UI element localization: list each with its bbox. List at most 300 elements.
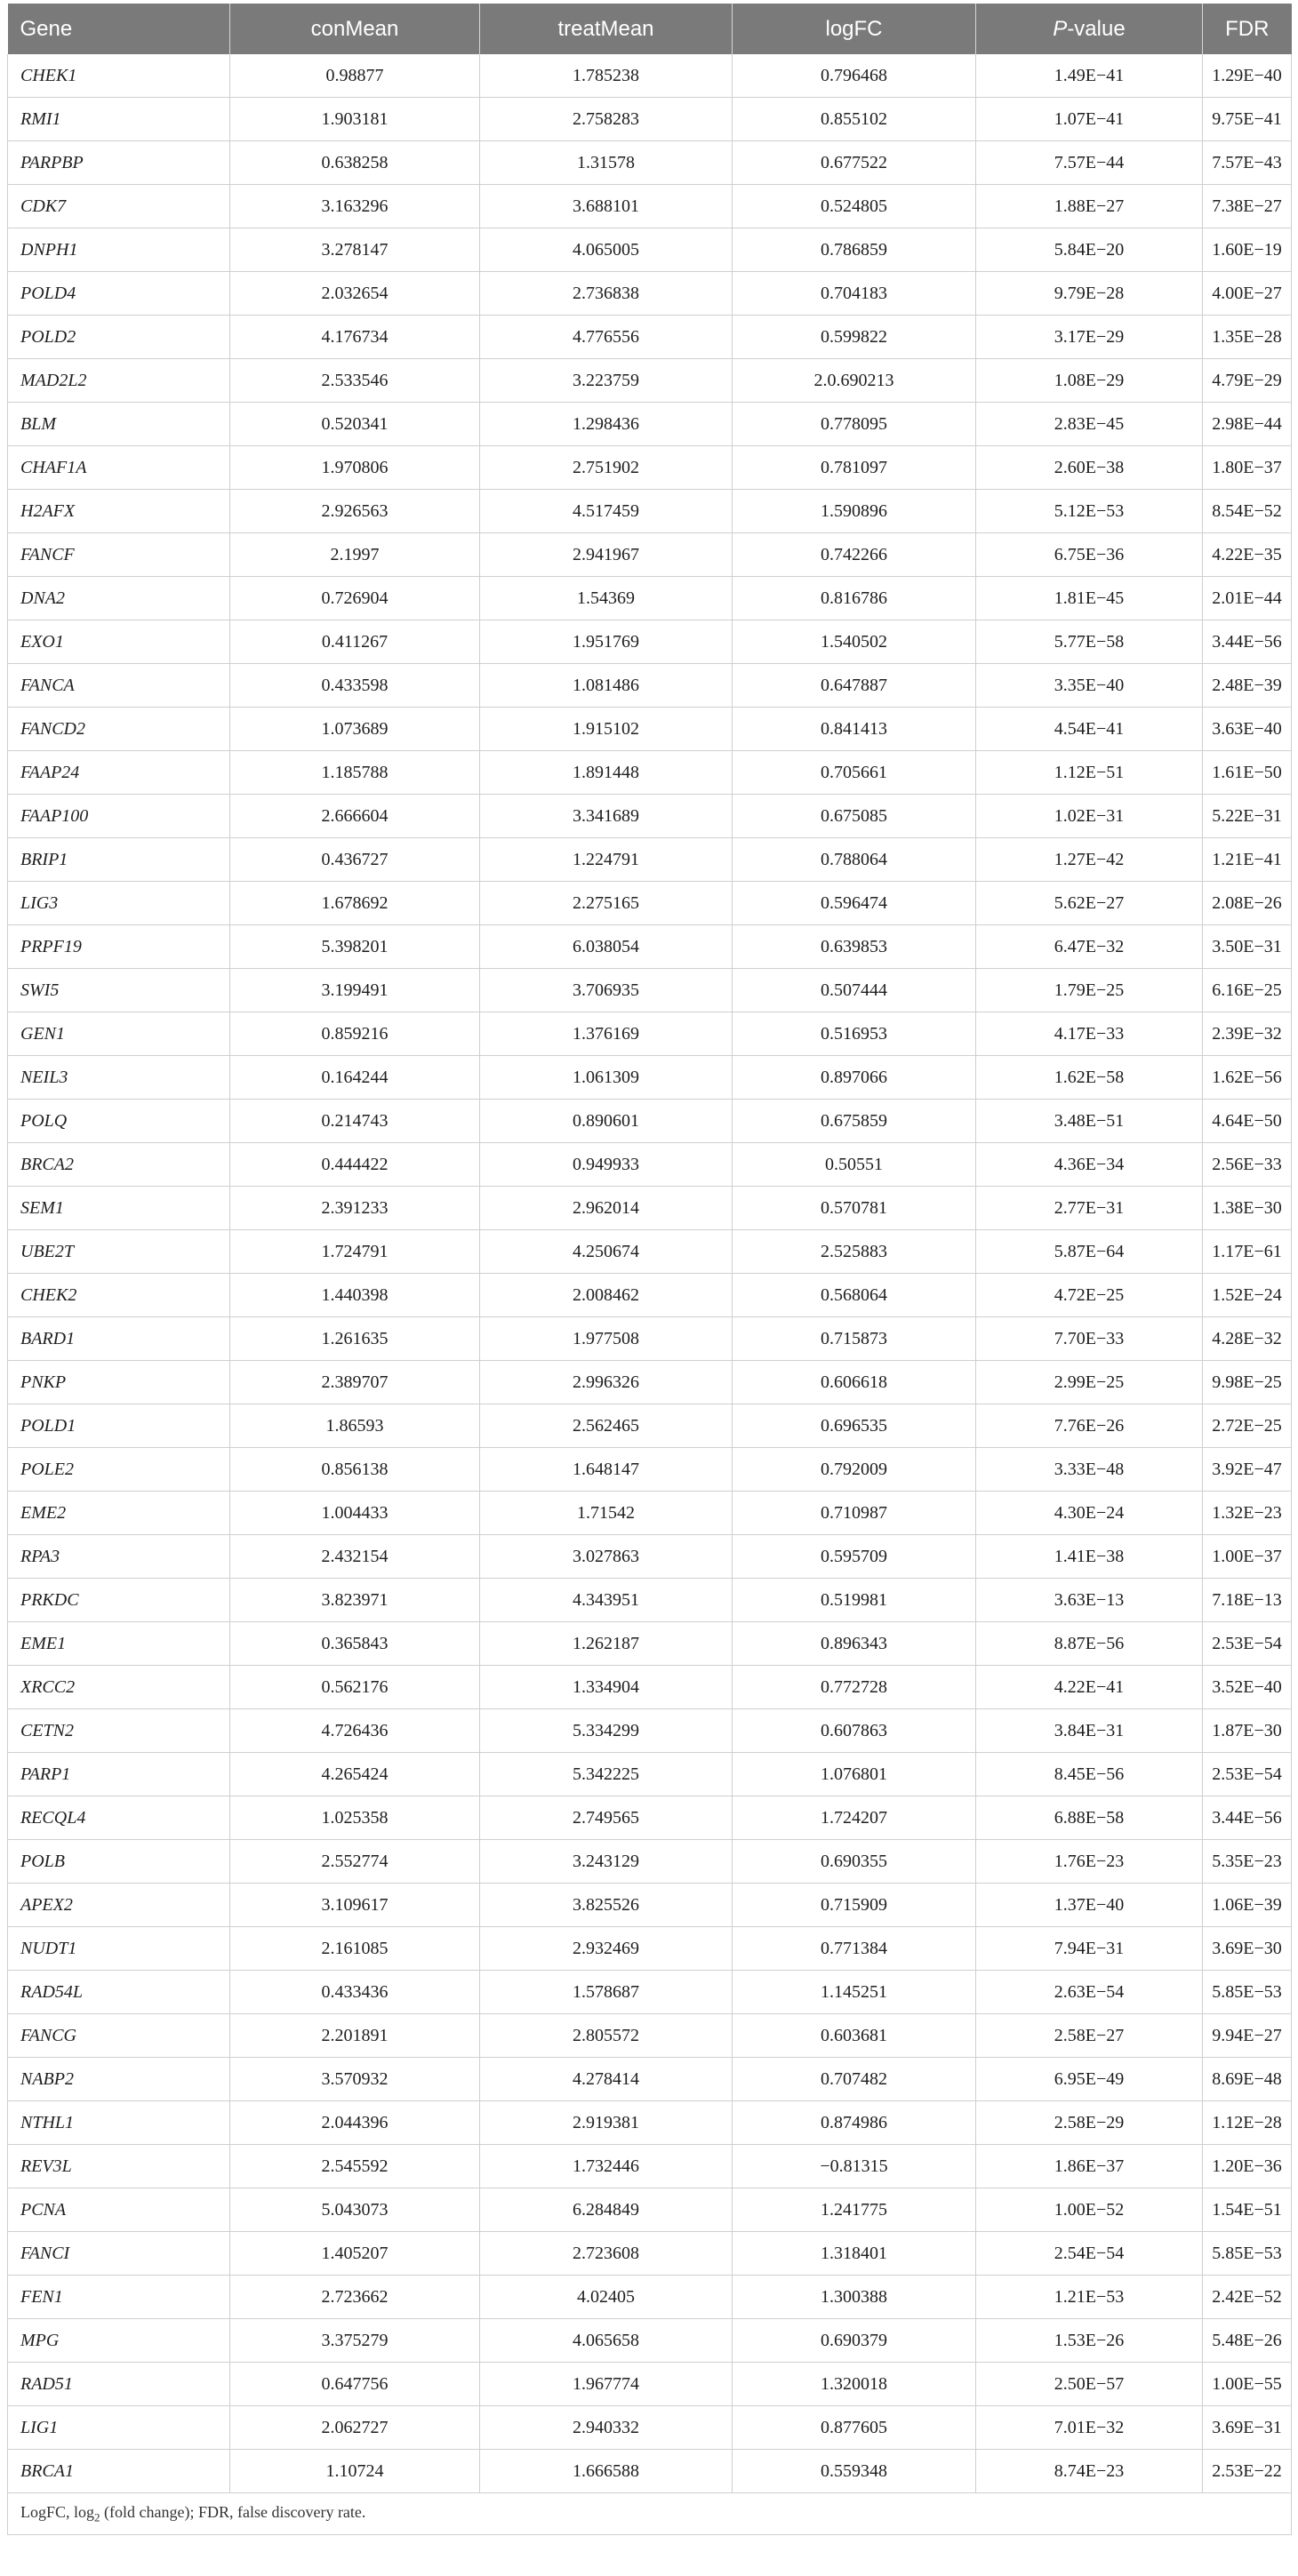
cell-gene: FANCG — [8, 2014, 230, 2058]
table-row — [8, 316, 1292, 359]
cell-gene: CHAF1A — [8, 446, 230, 490]
cell-treatmean: 4.278414 — [480, 2058, 733, 2101]
cell-logfc: 0.781097 — [733, 446, 976, 490]
cell-gene: POLB — [8, 1840, 230, 1884]
cell-treatmean: 1.54369 — [480, 577, 733, 620]
cell-fdr: 4.79E−29 — [1203, 359, 1292, 403]
cell-conmean: 2.552774 — [230, 1840, 480, 1884]
cell-pvalue: 3.33E−48 — [976, 1448, 1203, 1492]
cell-conmean: 4.176734 — [230, 316, 480, 359]
cell-fdr: 1.54E−51 — [1203, 2188, 1292, 2232]
footnote-row — [8, 2493, 1292, 2535]
cell-fdr: 9.94E−27 — [1203, 2014, 1292, 2058]
gene-expression-table — [7, 4, 1292, 2535]
cell-pvalue: 2.77E−31 — [976, 1187, 1203, 1230]
cell-gene: NTHL1 — [8, 2101, 230, 2145]
cell-fdr: 3.44E−56 — [1203, 1796, 1292, 1840]
cell-treatmean: 1.891448 — [480, 751, 733, 795]
cell-gene: H2AFX — [8, 490, 230, 533]
cell-fdr: 4.22E−35 — [1203, 533, 1292, 577]
cell-conmean: 1.10724 — [230, 2450, 480, 2493]
cell-fdr: 2.53E−54 — [1203, 1622, 1292, 1666]
table-row — [8, 141, 1292, 185]
cell-treatmean: 4.065658 — [480, 2319, 733, 2363]
cell-gene: POLQ — [8, 1100, 230, 1143]
cell-logfc: 1.145251 — [733, 1971, 976, 2014]
cell-conmean: 2.666604 — [230, 795, 480, 838]
cell-pvalue: 1.49E−41 — [976, 54, 1203, 98]
cell-pvalue: 9.79E−28 — [976, 272, 1203, 316]
table-row — [8, 98, 1292, 141]
cell-pvalue: 1.53E−26 — [976, 2319, 1203, 2363]
cell-treatmean: 1.334904 — [480, 1666, 733, 1709]
cell-gene: EXO1 — [8, 620, 230, 664]
cell-gene: RMI1 — [8, 98, 230, 141]
cell-conmean: 3.375279 — [230, 2319, 480, 2363]
cell-gene: UBE2T — [8, 1230, 230, 1274]
cell-gene: DNPH1 — [8, 228, 230, 272]
cell-gene: NUDT1 — [8, 1927, 230, 1971]
cell-treatmean: 5.342225 — [480, 1753, 733, 1796]
cell-conmean: 0.98877 — [230, 54, 480, 98]
table-row — [8, 1100, 1292, 1143]
cell-fdr: 1.87E−30 — [1203, 1709, 1292, 1753]
cell-fdr: 5.85E−53 — [1203, 1971, 1292, 2014]
cell-conmean: 3.163296 — [230, 185, 480, 228]
cell-logfc: 0.696535 — [733, 1404, 976, 1448]
cell-fdr: 2.48E−39 — [1203, 664, 1292, 708]
cell-logfc: 0.603681 — [733, 2014, 976, 2058]
table-row — [8, 2014, 1292, 2058]
cell-fdr: 1.12E−28 — [1203, 2101, 1292, 2145]
cell-logfc: 0.519981 — [733, 1579, 976, 1622]
cell-fdr: 2.08E−26 — [1203, 882, 1292, 925]
cell-pvalue: 2.60E−38 — [976, 446, 1203, 490]
cell-conmean: 0.411267 — [230, 620, 480, 664]
table-row — [8, 838, 1292, 882]
cell-gene: SWI5 — [8, 969, 230, 1012]
cell-logfc: 0.897066 — [733, 1056, 976, 1100]
cell-logfc: 0.874986 — [733, 2101, 976, 2145]
table-row — [8, 708, 1292, 751]
cell-conmean: 1.970806 — [230, 446, 480, 490]
cell-pvalue: 7.57E−44 — [976, 141, 1203, 185]
cell-logfc: 0.516953 — [733, 1012, 976, 1056]
cell-treatmean: 1.31578 — [480, 141, 733, 185]
table-row — [8, 446, 1292, 490]
cell-conmean: 1.004433 — [230, 1492, 480, 1535]
cell-conmean: 4.265424 — [230, 1753, 480, 1796]
cell-fdr: 1.21E−41 — [1203, 838, 1292, 882]
cell-conmean: 2.201891 — [230, 2014, 480, 2058]
cell-fdr: 2.42E−52 — [1203, 2276, 1292, 2319]
cell-conmean: 3.570932 — [230, 2058, 480, 2101]
header-logfc: logFC — [733, 4, 976, 54]
cell-pvalue: 5.87E−64 — [976, 1230, 1203, 1274]
cell-logfc: 0.786859 — [733, 228, 976, 272]
cell-pvalue: 7.76E−26 — [976, 1404, 1203, 1448]
cell-conmean: 1.185788 — [230, 751, 480, 795]
cell-logfc: 0.647887 — [733, 664, 976, 708]
cell-fdr: 1.06E−39 — [1203, 1884, 1292, 1927]
header-gene: Gene — [8, 4, 230, 54]
cell-gene: GEN1 — [8, 1012, 230, 1056]
cell-logfc: 0.705661 — [733, 751, 976, 795]
cell-treatmean: 2.736838 — [480, 272, 733, 316]
cell-treatmean: 2.805572 — [480, 2014, 733, 2058]
cell-conmean: 0.647756 — [230, 2363, 480, 2406]
cell-fdr: 1.52E−24 — [1203, 1274, 1292, 1317]
cell-treatmean: 1.915102 — [480, 708, 733, 751]
table-row — [8, 1927, 1292, 1971]
cell-logfc: 1.318401 — [733, 2232, 976, 2276]
cell-pvalue: 4.72E−25 — [976, 1274, 1203, 1317]
footnote — [8, 2493, 1292, 2535]
cell-conmean: 1.025358 — [230, 1796, 480, 1840]
cell-fdr: 3.63E−40 — [1203, 708, 1292, 751]
cell-treatmean: 5.334299 — [480, 1709, 733, 1753]
cell-conmean: 3.278147 — [230, 228, 480, 272]
cell-logfc: 1.724207 — [733, 1796, 976, 1840]
cell-treatmean: 2.749565 — [480, 1796, 733, 1840]
table-row — [8, 533, 1292, 577]
cell-pvalue: 6.88E−58 — [976, 1796, 1203, 1840]
table-row — [8, 1274, 1292, 1317]
cell-conmean: 2.432154 — [230, 1535, 480, 1579]
cell-gene: APEX2 — [8, 1884, 230, 1927]
cell-fdr: 5.35E−23 — [1203, 1840, 1292, 1884]
table-row — [8, 490, 1292, 533]
cell-fdr: 8.69E−48 — [1203, 2058, 1292, 2101]
cell-treatmean: 2.940332 — [480, 2406, 733, 2450]
table-row — [8, 1753, 1292, 1796]
cell-fdr: 7.18E−13 — [1203, 1579, 1292, 1622]
table-row — [8, 1012, 1292, 1056]
cell-gene: LIG3 — [8, 882, 230, 925]
cell-gene: CETN2 — [8, 1709, 230, 1753]
header-pvalue-p: P — [1053, 16, 1068, 41]
cell-logfc: 0.710987 — [733, 1492, 976, 1535]
cell-logfc: 0.675859 — [733, 1100, 976, 1143]
table-row — [8, 272, 1292, 316]
cell-fdr: 2.98E−44 — [1203, 403, 1292, 446]
cell-conmean: 2.389707 — [230, 1361, 480, 1404]
cell-pvalue: 4.30E−24 — [976, 1492, 1203, 1535]
table-row — [8, 1884, 1292, 1927]
footnote-text-end: (fold change); FDR, false discovery rate. — [100, 2502, 366, 2521]
table-row — [8, 1709, 1292, 1753]
cell-gene: CHEK1 — [8, 54, 230, 98]
cell-treatmean: 2.723608 — [480, 2232, 733, 2276]
table-row — [8, 2188, 1292, 2232]
table-header — [8, 4, 1292, 54]
cell-fdr: 3.52E−40 — [1203, 1666, 1292, 1709]
cell-pvalue: 7.01E−32 — [976, 2406, 1203, 2450]
cell-pvalue: 6.47E−32 — [976, 925, 1203, 969]
table-row — [8, 2319, 1292, 2363]
cell-pvalue: 1.79E−25 — [976, 969, 1203, 1012]
table-row — [8, 1056, 1292, 1100]
cell-treatmean: 1.977508 — [480, 1317, 733, 1361]
cell-treatmean: 1.951769 — [480, 620, 733, 664]
cell-fdr: 1.32E−23 — [1203, 1492, 1292, 1535]
cell-fdr: 5.85E−53 — [1203, 2232, 1292, 2276]
cell-fdr: 1.60E−19 — [1203, 228, 1292, 272]
cell-treatmean: 2.751902 — [480, 446, 733, 490]
cell-treatmean: 1.967774 — [480, 2363, 733, 2406]
cell-pvalue: 1.07E−41 — [976, 98, 1203, 141]
cell-logfc: 0.855102 — [733, 98, 976, 141]
cell-fdr: 9.98E−25 — [1203, 1361, 1292, 1404]
cell-pvalue: 2.99E−25 — [976, 1361, 1203, 1404]
cell-treatmean: 4.250674 — [480, 1230, 733, 1274]
cell-logfc: 0.596474 — [733, 882, 976, 925]
cell-gene: BARD1 — [8, 1317, 230, 1361]
table-row — [8, 2450, 1292, 2493]
cell-treatmean: 3.825526 — [480, 1884, 733, 1927]
cell-fdr: 1.29E−40 — [1203, 54, 1292, 98]
cell-treatmean: 3.688101 — [480, 185, 733, 228]
cell-pvalue: 1.08E−29 — [976, 359, 1203, 403]
cell-treatmean: 1.648147 — [480, 1448, 733, 1492]
table-body — [8, 54, 1292, 2493]
cell-treatmean: 1.224791 — [480, 838, 733, 882]
cell-pvalue: 3.48E−51 — [976, 1100, 1203, 1143]
cell-pvalue: 1.88E−27 — [976, 185, 1203, 228]
cell-gene: CDK7 — [8, 185, 230, 228]
table-row — [8, 403, 1292, 446]
cell-logfc: 0.788064 — [733, 838, 976, 882]
cell-fdr: 2.53E−22 — [1203, 2450, 1292, 2493]
cell-logfc: 0.606618 — [733, 1361, 976, 1404]
table-row — [8, 1666, 1292, 1709]
cell-fdr: 2.72E−25 — [1203, 1404, 1292, 1448]
cell-logfc: 2.0.690213 — [733, 359, 976, 403]
cell-gene: FANCD2 — [8, 708, 230, 751]
cell-treatmean: 2.962014 — [480, 1187, 733, 1230]
cell-fdr: 1.80E−37 — [1203, 446, 1292, 490]
cell-pvalue: 4.17E−33 — [976, 1012, 1203, 1056]
cell-gene: DNA2 — [8, 577, 230, 620]
header-row — [8, 4, 1292, 54]
cell-pvalue: 1.81E−45 — [976, 577, 1203, 620]
cell-gene: RPA3 — [8, 1535, 230, 1579]
cell-logfc: 1.540502 — [733, 620, 976, 664]
table-row — [8, 925, 1292, 969]
cell-gene: EME1 — [8, 1622, 230, 1666]
cell-gene: PNKP — [8, 1361, 230, 1404]
cell-fdr: 6.16E−25 — [1203, 969, 1292, 1012]
table-footer — [8, 2493, 1292, 2535]
cell-logfc: 0.772728 — [733, 1666, 976, 1709]
cell-pvalue: 1.21E−53 — [976, 2276, 1203, 2319]
cell-treatmean: 4.065005 — [480, 228, 733, 272]
cell-fdr: 4.28E−32 — [1203, 1317, 1292, 1361]
table-row — [8, 751, 1292, 795]
cell-logfc: 0.715909 — [733, 1884, 976, 1927]
cell-gene: REV3L — [8, 2145, 230, 2188]
cell-treatmean: 2.932469 — [480, 1927, 733, 1971]
cell-logfc: 0.607863 — [733, 1709, 976, 1753]
cell-logfc: 0.524805 — [733, 185, 976, 228]
cell-pvalue: 2.54E−54 — [976, 2232, 1203, 2276]
table-row — [8, 795, 1292, 838]
cell-pvalue: 8.74E−23 — [976, 2450, 1203, 2493]
table-row — [8, 1492, 1292, 1535]
header-treatmean: treatMean — [480, 4, 733, 54]
cell-logfc: 0.677522 — [733, 141, 976, 185]
header-fdr: FDR — [1203, 4, 1292, 54]
table-row — [8, 1971, 1292, 2014]
cell-gene: FEN1 — [8, 2276, 230, 2319]
cell-conmean: 5.043073 — [230, 2188, 480, 2232]
cell-conmean: 4.726436 — [230, 1709, 480, 1753]
table-row — [8, 1230, 1292, 1274]
cell-gene: BRIP1 — [8, 838, 230, 882]
table-row — [8, 1404, 1292, 1448]
cell-fdr: 1.35E−28 — [1203, 316, 1292, 359]
cell-pvalue: 4.36E−34 — [976, 1143, 1203, 1187]
cell-pvalue: 5.84E−20 — [976, 228, 1203, 272]
cell-fdr: 3.69E−31 — [1203, 2406, 1292, 2450]
cell-conmean: 5.398201 — [230, 925, 480, 969]
cell-conmean: 0.436727 — [230, 838, 480, 882]
cell-logfc: 0.559348 — [733, 2450, 976, 2493]
cell-logfc: 0.690355 — [733, 1840, 976, 1884]
cell-conmean: 0.164244 — [230, 1056, 480, 1100]
cell-gene: MAD2L2 — [8, 359, 230, 403]
cell-logfc: 0.816786 — [733, 577, 976, 620]
table-row — [8, 2276, 1292, 2319]
footnote-subscript: 2 — [94, 2510, 100, 2524]
cell-conmean: 1.903181 — [230, 98, 480, 141]
table-row — [8, 1187, 1292, 1230]
cell-pvalue: 1.86E−37 — [976, 2145, 1203, 2188]
cell-logfc: 0.896343 — [733, 1622, 976, 1666]
cell-gene: FAAP100 — [8, 795, 230, 838]
cell-gene: FANCA — [8, 664, 230, 708]
cell-conmean: 2.1997 — [230, 533, 480, 577]
cell-fdr: 1.20E−36 — [1203, 2145, 1292, 2188]
cell-pvalue: 1.62E−58 — [976, 1056, 1203, 1100]
cell-conmean: 0.433598 — [230, 664, 480, 708]
cell-logfc: 1.241775 — [733, 2188, 976, 2232]
cell-fdr: 2.39E−32 — [1203, 1012, 1292, 1056]
cell-logfc: 0.675085 — [733, 795, 976, 838]
cell-pvalue: 5.12E−53 — [976, 490, 1203, 533]
cell-gene: NEIL3 — [8, 1056, 230, 1100]
cell-fdr: 2.01E−44 — [1203, 577, 1292, 620]
cell-conmean: 1.440398 — [230, 1274, 480, 1317]
cell-treatmean: 2.996326 — [480, 1361, 733, 1404]
cell-logfc: 0.599822 — [733, 316, 976, 359]
cell-fdr: 3.69E−30 — [1203, 1927, 1292, 1971]
cell-pvalue: 1.12E−51 — [976, 751, 1203, 795]
cell-gene: RAD54L — [8, 1971, 230, 2014]
cell-treatmean: 3.706935 — [480, 969, 733, 1012]
cell-logfc: 0.570781 — [733, 1187, 976, 1230]
cell-logfc: 1.590896 — [733, 490, 976, 533]
cell-pvalue: 2.83E−45 — [976, 403, 1203, 446]
cell-pvalue: 2.50E−57 — [976, 2363, 1203, 2406]
cell-fdr: 1.61E−50 — [1203, 751, 1292, 795]
cell-pvalue: 1.37E−40 — [976, 1884, 1203, 1927]
cell-gene: PCNA — [8, 2188, 230, 2232]
cell-conmean: 0.638258 — [230, 141, 480, 185]
cell-fdr: 1.62E−56 — [1203, 1056, 1292, 1100]
cell-conmean: 2.161085 — [230, 1927, 480, 1971]
cell-logfc: 0.568064 — [733, 1274, 976, 1317]
cell-logfc: 0.690379 — [733, 2319, 976, 2363]
cell-conmean: 1.073689 — [230, 708, 480, 751]
cell-gene: POLD2 — [8, 316, 230, 359]
cell-logfc: −0.81315 — [733, 2145, 976, 2188]
table-row — [8, 2145, 1292, 2188]
cell-pvalue: 2.63E−54 — [976, 1971, 1203, 2014]
table-row — [8, 1622, 1292, 1666]
cell-treatmean: 2.941967 — [480, 533, 733, 577]
cell-conmean: 1.86593 — [230, 1404, 480, 1448]
cell-logfc: 0.50551 — [733, 1143, 976, 1187]
table-row — [8, 1796, 1292, 1840]
cell-conmean: 2.032654 — [230, 272, 480, 316]
cell-logfc: 0.877605 — [733, 2406, 976, 2450]
cell-treatmean: 4.517459 — [480, 490, 733, 533]
table-row — [8, 185, 1292, 228]
cell-logfc: 0.704183 — [733, 272, 976, 316]
table-row — [8, 2232, 1292, 2276]
cell-pvalue: 3.84E−31 — [976, 1709, 1203, 1753]
cell-gene: RECQL4 — [8, 1796, 230, 1840]
cell-treatmean: 2.275165 — [480, 882, 733, 925]
cell-treatmean: 2.758283 — [480, 98, 733, 141]
header-pvalue — [976, 4, 1203, 54]
cell-conmean: 0.444422 — [230, 1143, 480, 1187]
cell-treatmean: 4.776556 — [480, 316, 733, 359]
cell-treatmean: 3.243129 — [480, 1840, 733, 1884]
cell-pvalue: 3.17E−29 — [976, 316, 1203, 359]
cell-conmean: 3.823971 — [230, 1579, 480, 1622]
cell-logfc: 0.715873 — [733, 1317, 976, 1361]
cell-conmean: 3.199491 — [230, 969, 480, 1012]
cell-logfc: 0.796468 — [733, 54, 976, 98]
table-row — [8, 1317, 1292, 1361]
cell-fdr: 2.56E−33 — [1203, 1143, 1292, 1187]
cell-gene: PARPBP — [8, 141, 230, 185]
cell-treatmean: 2.562465 — [480, 1404, 733, 1448]
cell-conmean: 0.214743 — [230, 1100, 480, 1143]
cell-pvalue: 3.63E−13 — [976, 1579, 1203, 1622]
cell-fdr: 1.38E−30 — [1203, 1187, 1292, 1230]
cell-pvalue: 3.35E−40 — [976, 664, 1203, 708]
cell-gene: BLM — [8, 403, 230, 446]
cell-logfc: 0.792009 — [733, 1448, 976, 1492]
cell-treatmean: 1.081486 — [480, 664, 733, 708]
cell-fdr: 1.17E−61 — [1203, 1230, 1292, 1274]
cell-logfc: 1.320018 — [733, 2363, 976, 2406]
table-row — [8, 969, 1292, 1012]
cell-treatmean: 2.008462 — [480, 1274, 733, 1317]
cell-fdr: 2.53E−54 — [1203, 1753, 1292, 1796]
cell-logfc: 0.639853 — [733, 925, 976, 969]
cell-treatmean: 4.343951 — [480, 1579, 733, 1622]
table-row — [8, 2406, 1292, 2450]
cell-logfc: 0.771384 — [733, 1927, 976, 1971]
cell-gene: SEM1 — [8, 1187, 230, 1230]
cell-logfc: 2.525883 — [733, 1230, 976, 1274]
cell-treatmean: 1.785238 — [480, 54, 733, 98]
cell-conmean: 2.391233 — [230, 1187, 480, 1230]
